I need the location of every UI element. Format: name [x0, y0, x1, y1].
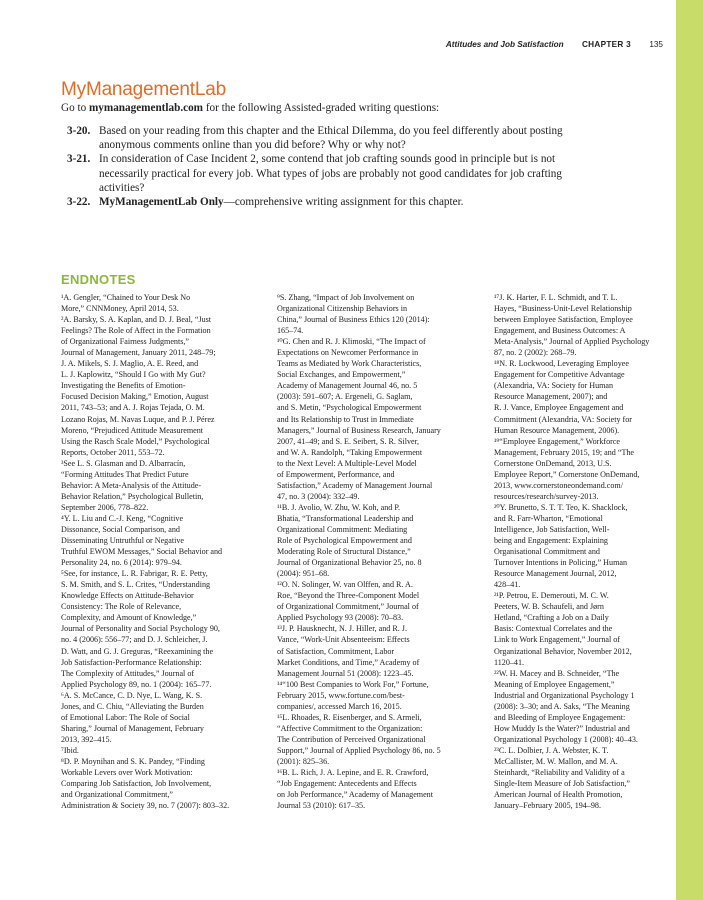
- endnote-line: Moderating Role of Structural Distance,”: [277, 547, 411, 557]
- endnote-line: Journal of Organizational Behavior 25, no. 8: [277, 558, 422, 568]
- endnote-line: of Organizational Fairness Judgments,”: [61, 337, 189, 347]
- endnote-line: Hetland, “Crafting a Job on a Daily: [494, 613, 609, 623]
- endnote-line: Engagement for Competitive Advantage: [494, 370, 625, 380]
- endnote-line: and Bleeding of Employee Engagement:: [494, 712, 626, 722]
- endnote-line: ¹⁰G. Chen and R. J. Klimoski, “The Impact of: [277, 337, 426, 347]
- intro-line: [61, 101, 661, 115]
- endnote-line: Hayes, “Business-Unit-Level Relationship: [494, 304, 632, 314]
- endnote-line: and W. A. Randolph, “Taking Empowerment: [277, 447, 423, 457]
- endnote-line: ¹⁵L. Rhoades, R. Eisenberger, and S. Armeli,: [277, 712, 422, 722]
- endnote-line: ²³C. L. Dolbier, J. A. Webster, K. T.: [494, 745, 609, 755]
- endnote-line: no. 4 (2006): 556–77; and D. J. Schleicher, J.: [61, 635, 208, 645]
- endnote-line: J. A. Mikels, S. J. Maglio, A. E. Reed, and: [61, 359, 199, 369]
- endnote-line: Dissonance, Social Comparison, and: [61, 524, 180, 534]
- endnote-line: resources/research/survey-2013.: [494, 491, 599, 501]
- endnote-line: Cornerstone OnDemand, 2013, U.S.: [494, 458, 612, 468]
- endnote-line: ¹⁶B. L. Rich, J. A. Lepine, and E. R. Crawford,: [277, 768, 429, 778]
- endnote-line: Comparing Job Satisfaction, Job Involvement,: [61, 779, 212, 789]
- endnote-line: Knowledge Effects on Attitude-Behavior: [61, 591, 194, 601]
- endnotes-column-3: [494, 292, 680, 811]
- endnote-line: ¹A. Gengler, “Chained to Your Desk No: [61, 293, 191, 302]
- endnote-line: ⁹S. Zhang, “Impact of Job Involvement on: [277, 293, 415, 302]
- running-head: [446, 40, 663, 49]
- endnote-line: Turnover Intentions in Policing,” Human: [494, 558, 628, 568]
- endnote-line: Roe, “Beyond the Three-Component Model: [277, 591, 420, 601]
- endnote-line: ²²W. H. Macey and B. Schneider, “The: [494, 668, 620, 678]
- endnote-line: ³See L. S. Glasman and D. Albarracín,: [61, 458, 186, 468]
- endnote-line: between Employee Satisfaction, Employee: [494, 315, 633, 325]
- endnote-line: Truthful EWOM Messages,” Social Behavior and: [61, 547, 223, 557]
- endnote-line: on Job Performance,” Academy of Management: [277, 790, 433, 800]
- logo-lab: Lab: [194, 79, 226, 100]
- endnote-line: Applied Psychology 89, no. 1 (2004): 165–77.: [61, 679, 212, 689]
- endnote-line: American Journal of Health Promotion,: [494, 790, 623, 800]
- endnote-line: 165–74.: [277, 326, 304, 336]
- endnote-line: of Emotional Labor: The Role of Social: [61, 712, 190, 722]
- endnote-line: (Alexandria, VA: Society for Human: [494, 381, 614, 391]
- endnote-line: Journal 53 (2010): 617–35.: [277, 801, 366, 811]
- endnote-line: Engagement, and Business Outcomes: A: [494, 326, 626, 336]
- endnote-line: (2003): 591–607; A. Ergeneli, G. Saglam,: [277, 392, 413, 402]
- endnote-line: Job Satisfaction-Performance Relationship:: [61, 657, 202, 667]
- endnote-line: Sharing,” Journal of Management, February: [61, 723, 204, 733]
- question-number: 3-22.: [67, 196, 91, 209]
- endnote-line: Organizational Psychology 1 (2008): 40–43.: [494, 734, 638, 744]
- endnote-line: 47, no. 3 (2004): 332–49.: [277, 491, 360, 501]
- endnote-line: Intelligence, Job Satisfaction, Well-: [494, 524, 610, 534]
- endnote-line: February 2015, www.fortune.com/best-: [277, 690, 405, 700]
- endnote-line: Behavior: A Meta-Analysis of the Attitude-: [61, 480, 202, 490]
- question-text-line: [99, 195, 661, 209]
- question-item: [61, 195, 661, 209]
- endnote-line: ⁸D. P. Moynihan and S. K. Pandey, “Finding: [61, 756, 205, 766]
- endnote-line: (2001): 825–36.: [277, 756, 330, 766]
- running-head-chapter: CHAPTER 3: [581, 40, 632, 49]
- endnote-line: 2013, 392–415.: [61, 734, 112, 744]
- endnote-line: “Job Engagement: Antecedents and Effects: [277, 779, 417, 789]
- endnote-line: Applied Psychology 93 (2008): 70–83.: [277, 613, 404, 623]
- endnote-line: Management Journal 51 (2008): 1223–45.: [277, 668, 414, 678]
- endnote-line: ¹³J. P. Hausknecht, N. J. Hiller, and R. J.: [277, 624, 407, 634]
- endnote-line: Commitment (Alexandria, VA: Society for: [494, 414, 632, 424]
- endnote-line: Organisational Commitment and: [494, 547, 600, 557]
- question-text: —comprehensive writing assignment for this chapter.: [223, 196, 464, 209]
- endnotes-column-2: [277, 292, 463, 811]
- endnote-line: Moreno, “Prejudiced Attitude Measurement: [61, 425, 204, 435]
- endnote-line: 1120–41.: [494, 657, 525, 667]
- endnote-line: L. J. Kaplowitz, “Should I Go with My Gut?: [61, 370, 206, 380]
- endnote-line: 2011, 743–53; and A. J. Rojas Tejada, O. M.: [61, 403, 205, 413]
- endnote-line: ¹¹B. J. Avolio, W. Zhu, W. Koh, and P.: [277, 502, 400, 512]
- endnotes-column-1: [61, 292, 247, 811]
- endnote-line: of Organizational Commitment,” Journal of: [277, 602, 419, 612]
- writing-questions: [61, 124, 661, 209]
- endnote-line: Vance, “Work-Unit Absenteeism: Effects: [277, 635, 410, 645]
- endnotes-heading: ENDNOTES: [61, 272, 136, 287]
- endnote-line: ¹⁴“100 Best Companies to Work For,” Fortune,: [277, 679, 429, 689]
- endnote-line: Organizational Citizenship Behaviors in: [277, 304, 407, 314]
- endnote-line: Meaning of Employee Engagement,”: [494, 679, 615, 689]
- page-number: 135: [649, 40, 663, 49]
- endnote-line: Feelings? The Role of Affect in the Formation: [61, 326, 211, 336]
- endnote-line: and S. Metin, “Psychological Empowerment: [277, 403, 422, 413]
- endnote-line: Support,” Journal of Applied Psychology 86, no. 5: [277, 745, 441, 755]
- endnote-line: Investigating the Benefits of Emotion-: [61, 381, 186, 391]
- endnote-line: Managers,” Journal of Business Research, January: [277, 425, 441, 435]
- endnote-line: Using the Rasch Scale Model,” Psychological: [61, 436, 210, 446]
- endnote-line: Academy of Management Journal 46, no. 5: [277, 381, 418, 391]
- endnote-line: to the Next Level: A Multiple-Level Model: [277, 458, 417, 468]
- question-number: 3-20.: [67, 125, 91, 137]
- endnote-line: Organizational Commitment: Mediating: [277, 524, 408, 534]
- endnote-line: Role of Psychological Empowerment and: [277, 536, 412, 546]
- endnote-line: 87, no. 2 (2002): 268–79.: [494, 348, 577, 358]
- endnote-line: The Contribution of Perceived Organizational: [277, 734, 426, 744]
- endnote-line: Social Exchanges, and Empowerment,”: [277, 370, 406, 380]
- endnote-line: of Empowerment, Performance, and: [277, 469, 395, 479]
- endnote-line: “Forming Attitudes That Predict Future: [61, 469, 189, 479]
- logo-my: My: [61, 79, 86, 100]
- endnote-line: Peeters, W. B. Schaufeli, and Jørn: [494, 602, 604, 612]
- endnote-line: ¹⁹“Employee Engagement,” Workforce: [494, 436, 621, 446]
- intro-pre: Go to: [61, 102, 89, 114]
- endnote-line: S. M. Smith, and S. L. Crites, “Understanding: [61, 580, 211, 590]
- question-text-line: In consideration of Case Incident 2, some contend that job crafting sounds good in principle but is not: [99, 153, 556, 166]
- endnote-line: Workable Levers over Work Motivation:: [61, 768, 193, 778]
- question-text-line: Based on your reading from this chapter and the Ethical Dilemma, do you feel differently about posting: [99, 125, 563, 137]
- endnote-line: 2007, 41–49; and S. E. Seibert, S. R. Silver,: [277, 436, 419, 446]
- endnote-line: Focused Decision Making,” Emotion, August: [61, 392, 209, 402]
- endnote-line: Resource Management, 2007); and: [494, 392, 608, 402]
- endnote-line: ⁶A. S. McCance, C. D. Nye, L. Wang, K. S.: [61, 690, 203, 700]
- endnote-line: Consistency: The Role of Relevance,: [61, 602, 182, 612]
- endnote-line: of Satisfaction, Commitment, Labor: [277, 646, 395, 656]
- endnote-line: 2013, www.cornerstoneondemand.com/: [494, 480, 623, 490]
- question-number: 3-21.: [67, 153, 91, 166]
- endnote-line: and Its Relationship to Trust in Immediate: [277, 414, 414, 424]
- endnote-line: Basis: Contextual Correlates and the: [494, 624, 613, 634]
- endnote-line: Employee Report,” Cornerstone OnDemand,: [494, 469, 640, 479]
- logo-management: Management: [85, 79, 195, 100]
- endnote-line: Resource Management Journal, 2012,: [494, 569, 617, 579]
- endnote-line: being and Engagement: Explaining: [494, 536, 608, 546]
- endnote-line: Link to Work Engagement,” Journal of: [494, 635, 620, 645]
- endnote-line: Human Resource Management, 2006).: [494, 425, 620, 435]
- endnote-line: Meta-Analysis,” Journal of Applied Psychology: [494, 337, 650, 347]
- endnote-line: More,” CNNMoney, April 2014, 53.: [61, 304, 179, 314]
- endnote-line: Jones, and C. Chiu, “Alleviating the Burden: [61, 701, 204, 711]
- endnote-line: How Muddy Is the Water?” Industrial and: [494, 723, 630, 733]
- endnote-line: ¹⁸N. R. Lockwood, Leveraging Employee: [494, 359, 629, 369]
- endnote-line: ⁷Ibid.: [61, 745, 79, 755]
- endnote-line: ²¹P. Petrou, E. Demerouti, M. C. W.: [494, 591, 609, 601]
- endnote-line: Personality 24, no. 6 (2014): 979–94.: [61, 558, 182, 568]
- endnote-line: Bhatia, “Transformational Leadership and: [277, 513, 414, 523]
- endnote-line: Teams as Mediated by Work Characteristics,: [277, 359, 422, 369]
- endnote-line: September 2006, 778–822.: [61, 502, 149, 512]
- endnote-line: companies/, accessed March 16, 2015.: [277, 701, 402, 711]
- side-color-strip: [676, 0, 703, 900]
- endnote-line: Complexity, and Amount of Knowledge,”: [61, 613, 197, 623]
- endnote-line: ¹²O. N. Solinger, W. van Olffen, and R. A.: [277, 580, 413, 590]
- endnote-line: ²A. Barsky, S. A. Kaplan, and D. J. Beal, “Just: [61, 315, 212, 325]
- endnote-line: (2008): 3–30; and A. Saks, “The Meaning: [494, 701, 630, 711]
- endnote-line: Market Conditions, and Time,” Academy of: [277, 657, 420, 667]
- endnote-line: Single-Item Measure of Job Satisfaction,”: [494, 779, 630, 789]
- endnote-line: Disseminating Untruthful or Negative: [61, 536, 184, 546]
- endnote-line: and Organizational Commitment,”: [61, 790, 174, 800]
- question-text-line: anonymous comments online than you did before? Why or why not?: [99, 139, 406, 152]
- endnote-line: Journal of Management, January 2011, 248–79;: [61, 348, 216, 358]
- endnote-line: Journal of Personality and Social Psychology 90,: [61, 624, 220, 634]
- endnote-line: (2004): 951–68.: [277, 569, 330, 579]
- question-item: [61, 124, 661, 152]
- question-bold-text: MyManagementLab Only: [99, 196, 224, 209]
- endnote-line: Expectations on Newcomer Performance in: [277, 348, 419, 358]
- endnote-line: Industrial and Organizational Psychology 1: [494, 690, 635, 700]
- endnote-line: The Complexity of Attitudes,” Journal of: [61, 668, 195, 678]
- running-head-title: Attitudes and Job Satisfaction: [445, 40, 564, 49]
- endnote-line: Administration & Society 39, no. 7 (2007): 803–32.: [61, 801, 230, 811]
- endnote-line: “Affective Commitment to the Organization:: [277, 723, 423, 733]
- endnote-line: Management, February 2015, 19; and “The: [494, 447, 635, 457]
- endnote-line: Reports, October 2011, 553–72.: [61, 447, 165, 457]
- endnote-line: Steinhardt, “Reliability and Validity of a: [494, 768, 625, 778]
- endnote-line: Satisfaction,” Academy of Management Journal: [277, 480, 433, 490]
- site-link[interactable]: mymanagementlab.com: [88, 102, 204, 114]
- intro-post: for the following Assisted-graded writing questions:: [203, 102, 440, 114]
- endnote-line: and R. Farr-Wharton, “Emotional: [494, 513, 603, 523]
- endnote-line: R. J. Vance, Employee Engagement and: [494, 403, 624, 413]
- question-text-line: necessarily practical for every job. What types of jobs are probably not good candidates for job crafting: [99, 167, 562, 180]
- endnote-line: Organizational Behavior, November 2012,: [494, 646, 632, 656]
- endnote-line: 428–41.: [494, 580, 521, 590]
- endnote-line: January–February 2005, 194–98.: [494, 801, 601, 811]
- endnote-line: ⁴Y. L. Liu and C.-J. Keng, “Cognitive: [61, 513, 184, 523]
- question-text-line: activities?: [99, 181, 145, 194]
- endnote-line: Behavior Relation,” Psychological Bulletin,: [61, 491, 204, 501]
- endnote-line: Lozano Rojas, M. Navas Luque, and P. J. Pérez: [61, 414, 215, 424]
- endnote-line: ¹⁷J. K. Harter, F. L. Schmidt, and T. L.: [494, 293, 618, 302]
- endnote-line: McCallister, M. W. Mallon, and M. A.: [494, 756, 618, 766]
- endnote-line: China,” Journal of Business Ethics 120 (2014):: [277, 315, 430, 325]
- endnote-line: ²⁰Y. Brunetto, S. T. T. Teo, K. Shacklock,: [494, 502, 628, 512]
- mymanagementlab-logo: [61, 79, 226, 101]
- endnote-line: ⁵See, for instance, L. R. Fabrigar, R. E. Petty,: [61, 569, 208, 579]
- endnote-line: D. Watt, and G. J. Greguras, “Reexamining the: [61, 646, 214, 656]
- question-item: [61, 152, 661, 195]
